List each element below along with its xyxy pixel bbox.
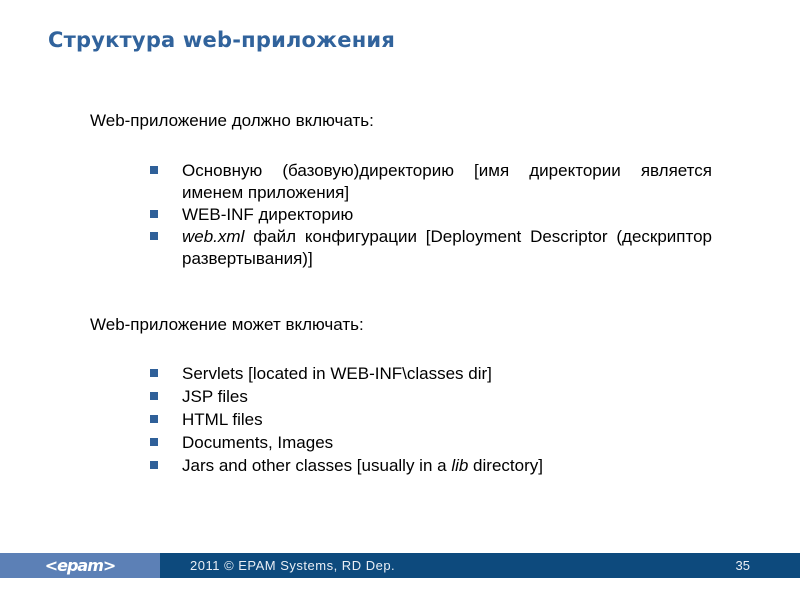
bullet-square-icon bbox=[150, 232, 158, 240]
list-item-text: файл конфигурации [Deployment Descriptor (дескриптор развертывания)] bbox=[182, 227, 712, 268]
bullet-square-icon bbox=[150, 438, 158, 446]
epam-logo: <epam> bbox=[44, 556, 116, 575]
list-item-text: Jars and other classes [usually in a bbox=[182, 456, 452, 475]
list-item-text-italic: web.xml bbox=[182, 227, 245, 246]
page-number: 35 bbox=[735, 558, 750, 573]
bullet-square-icon bbox=[150, 166, 158, 174]
bullet-square-icon bbox=[150, 392, 158, 400]
footer-bar bbox=[160, 553, 800, 578]
bullet-square-icon bbox=[150, 369, 158, 377]
list-item-text: Основную (базовую)директорию [имя директории является именем приложения] bbox=[182, 161, 712, 202]
list-item bbox=[150, 204, 712, 226]
list-item-text: Servlets [located in WEB-INF\classes dir] bbox=[182, 364, 492, 383]
bullet-square-icon bbox=[150, 415, 158, 423]
list-item bbox=[150, 431, 712, 454]
list-item bbox=[150, 408, 712, 431]
list-item-text: HTML files bbox=[182, 410, 263, 429]
list-item-text: Documents, Images bbox=[182, 433, 334, 452]
bullet-square-icon bbox=[150, 210, 158, 218]
list-item bbox=[150, 454, 712, 477]
bullet-square-icon bbox=[150, 461, 158, 469]
list-item bbox=[150, 226, 712, 270]
list-must-include bbox=[150, 160, 712, 270]
list-item bbox=[150, 362, 712, 385]
footer-logo-segment bbox=[0, 553, 160, 578]
list-item-text: JSP files bbox=[182, 387, 248, 406]
footer-copyright: 2011 © EPAM Systems, RD Dep. bbox=[190, 558, 396, 573]
list-may-include bbox=[150, 362, 712, 477]
list-item-text: WEB-INF директорию bbox=[182, 205, 354, 224]
slide-title: Структура web-приложения bbox=[48, 28, 396, 52]
list-item bbox=[150, 385, 712, 408]
list-item-text-italic: lib bbox=[451, 456, 469, 475]
list-item-text: directory] bbox=[468, 456, 543, 475]
list-item bbox=[150, 160, 712, 204]
section2-heading: Web-приложение может включать: bbox=[90, 315, 364, 334]
footer bbox=[0, 553, 800, 578]
section1-heading: Web-приложение должно включать: bbox=[90, 111, 374, 130]
